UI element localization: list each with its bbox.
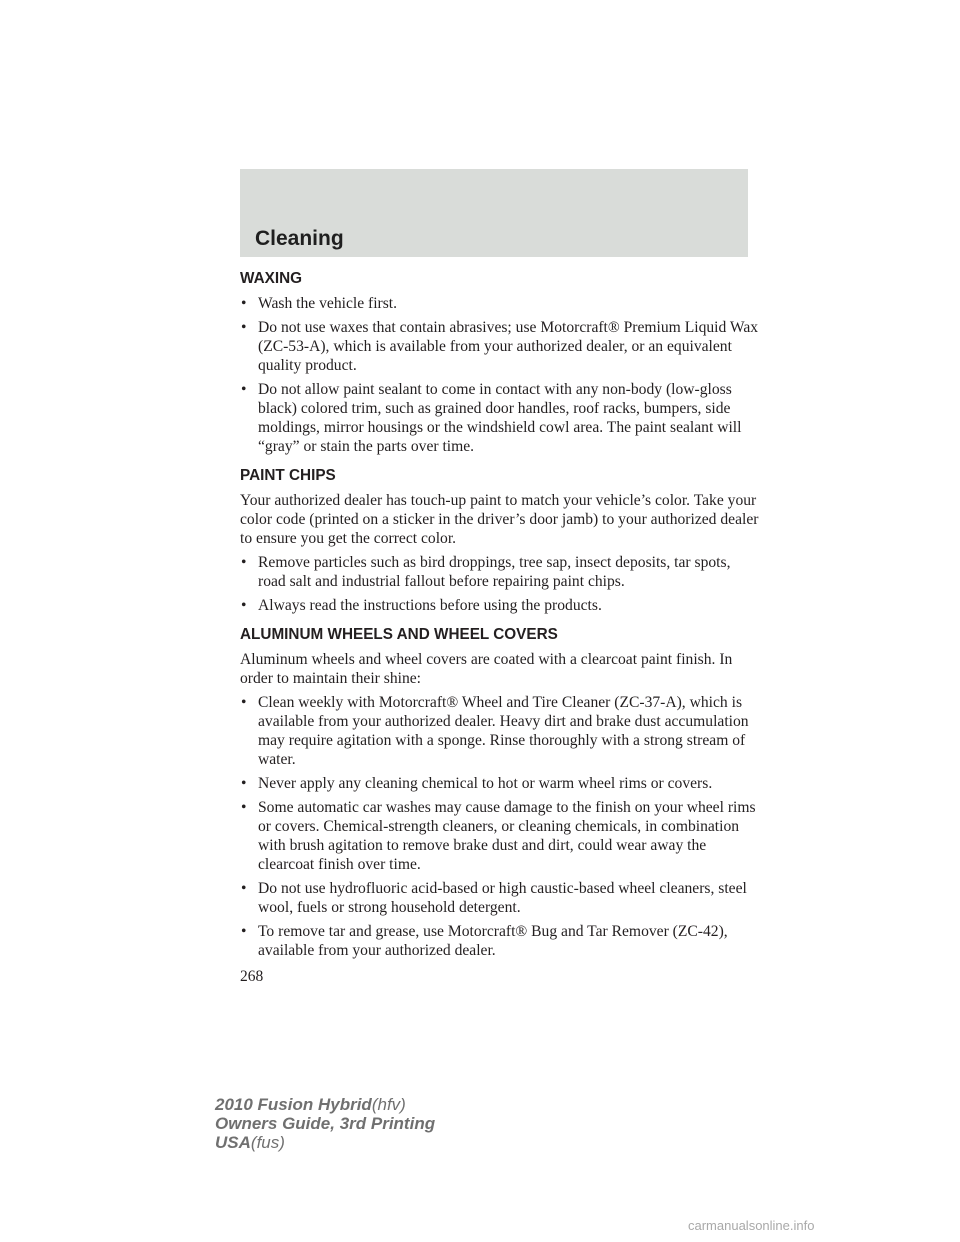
- list-item: [240, 798, 760, 874]
- section-heading: PAINT CHIPS: [240, 467, 336, 484]
- section-aluminum-wheels: [240, 624, 760, 960]
- bullet-list: [240, 553, 760, 615]
- footer-market-code: (fus): [250, 1133, 285, 1152]
- section-heading: WAXING: [240, 270, 303, 287]
- footer-model-code: (hfv): [371, 1095, 406, 1114]
- bullet-icon: •: [241, 694, 247, 711]
- list-item: [240, 596, 760, 615]
- footer-line-2: Owners Guide, 3rd Printing: [215, 1114, 436, 1133]
- bullet-icon: •: [241, 554, 247, 571]
- bullet-icon: •: [241, 295, 247, 312]
- list-item-text: Do not use hydrofluoric acid-based or high caustic-based wheel cleaners, steel wool, fuels or strong household detergent.: [258, 880, 747, 916]
- bullet-icon: •: [241, 597, 247, 614]
- page-content: [240, 268, 760, 969]
- document-footer: [215, 1095, 435, 1152]
- bullet-list: [240, 693, 760, 960]
- bullet-list: [240, 294, 760, 456]
- footer-model: 2010 Fusion Hybrid: [215, 1095, 372, 1114]
- section-header-bar: [240, 169, 748, 257]
- footer-line-3: [215, 1133, 435, 1152]
- list-item-text: Some automatic car washes may cause damage to the finish on your wheel rims or covers. Chemical-strength cleaners, or cleaning chemicals, in combination with brush agitation to remove brake dust and dirt, could wear away the clearcoat finish over time.: [258, 799, 756, 873]
- list-item-text: Do not allow paint sealant to come in contact with any non-body (low-gloss black) colored trim, such as grained door handles, roof racks, bumpers, side moldings, mirror housings or the windshield cowl area. The paint sealant will “gray” or stain the parts over time.: [258, 381, 742, 455]
- watermark-text: carmanualsonline.info: [688, 1218, 815, 1233]
- bullet-icon: •: [241, 381, 247, 398]
- list-item-text: Wash the vehicle first.: [258, 295, 398, 312]
- section-title: Cleaning: [255, 227, 344, 250]
- list-item: [240, 693, 760, 769]
- list-item-text: Do not use waxes that contain abrasives; use Motorcraft® Premium Liquid Wax (ZC-53-A), which is available from your authorized dealer, or an equivalent quality product.: [258, 319, 759, 374]
- page-number: 268: [240, 968, 264, 985]
- bullet-icon: •: [241, 880, 247, 897]
- list-item: [240, 922, 760, 960]
- list-item-text: Remove particles such as bird droppings, tree sap, insect deposits, tar spots, road salt and industrial fallout before repairing paint chips.: [258, 554, 731, 590]
- list-item: [240, 774, 760, 793]
- section-paint-chips: [240, 465, 760, 615]
- list-item: [240, 318, 760, 375]
- bullet-icon: •: [241, 799, 247, 816]
- list-item: [240, 553, 760, 591]
- footer-line-1: [215, 1095, 435, 1114]
- section-intro: Aluminum wheels and wheel covers are coated with a clearcoat paint finish. In order to maintain their shine:: [240, 651, 733, 687]
- section-heading: ALUMINUM WHEELS AND WHEEL COVERS: [240, 626, 558, 643]
- bullet-icon: •: [241, 775, 247, 792]
- footer-market: USA: [215, 1133, 251, 1152]
- bullet-icon: •: [241, 923, 247, 940]
- section-waxing: [240, 268, 760, 456]
- list-item-text: Never apply any cleaning chemical to hot or warm wheel rims or covers.: [258, 775, 713, 792]
- bullet-icon: •: [241, 319, 247, 336]
- list-item: [240, 294, 760, 313]
- list-item-text: Always read the instructions before using the products.: [258, 597, 602, 614]
- list-item: [240, 380, 760, 456]
- list-item: [240, 879, 760, 917]
- list-item-text: To remove tar and grease, use Motorcraft® Bug and Tar Remover (ZC-42), available from your authorized dealer.: [258, 923, 728, 959]
- section-intro: Your authorized dealer has touch-up paint to match your vehicle’s color. Take your color code (printed on a sticker in the driver’s door jamb) to your authorized dealer to ensure you get the correct color.: [240, 492, 759, 547]
- list-item-text: Clean weekly with Motorcraft® Wheel and Tire Cleaner (ZC-37-A), which is available from your authorized dealer. Heavy dirt and brake dust accumulation may require agitation with a sponge. Rinse thoroughly with a strong stream of water.: [258, 694, 749, 768]
